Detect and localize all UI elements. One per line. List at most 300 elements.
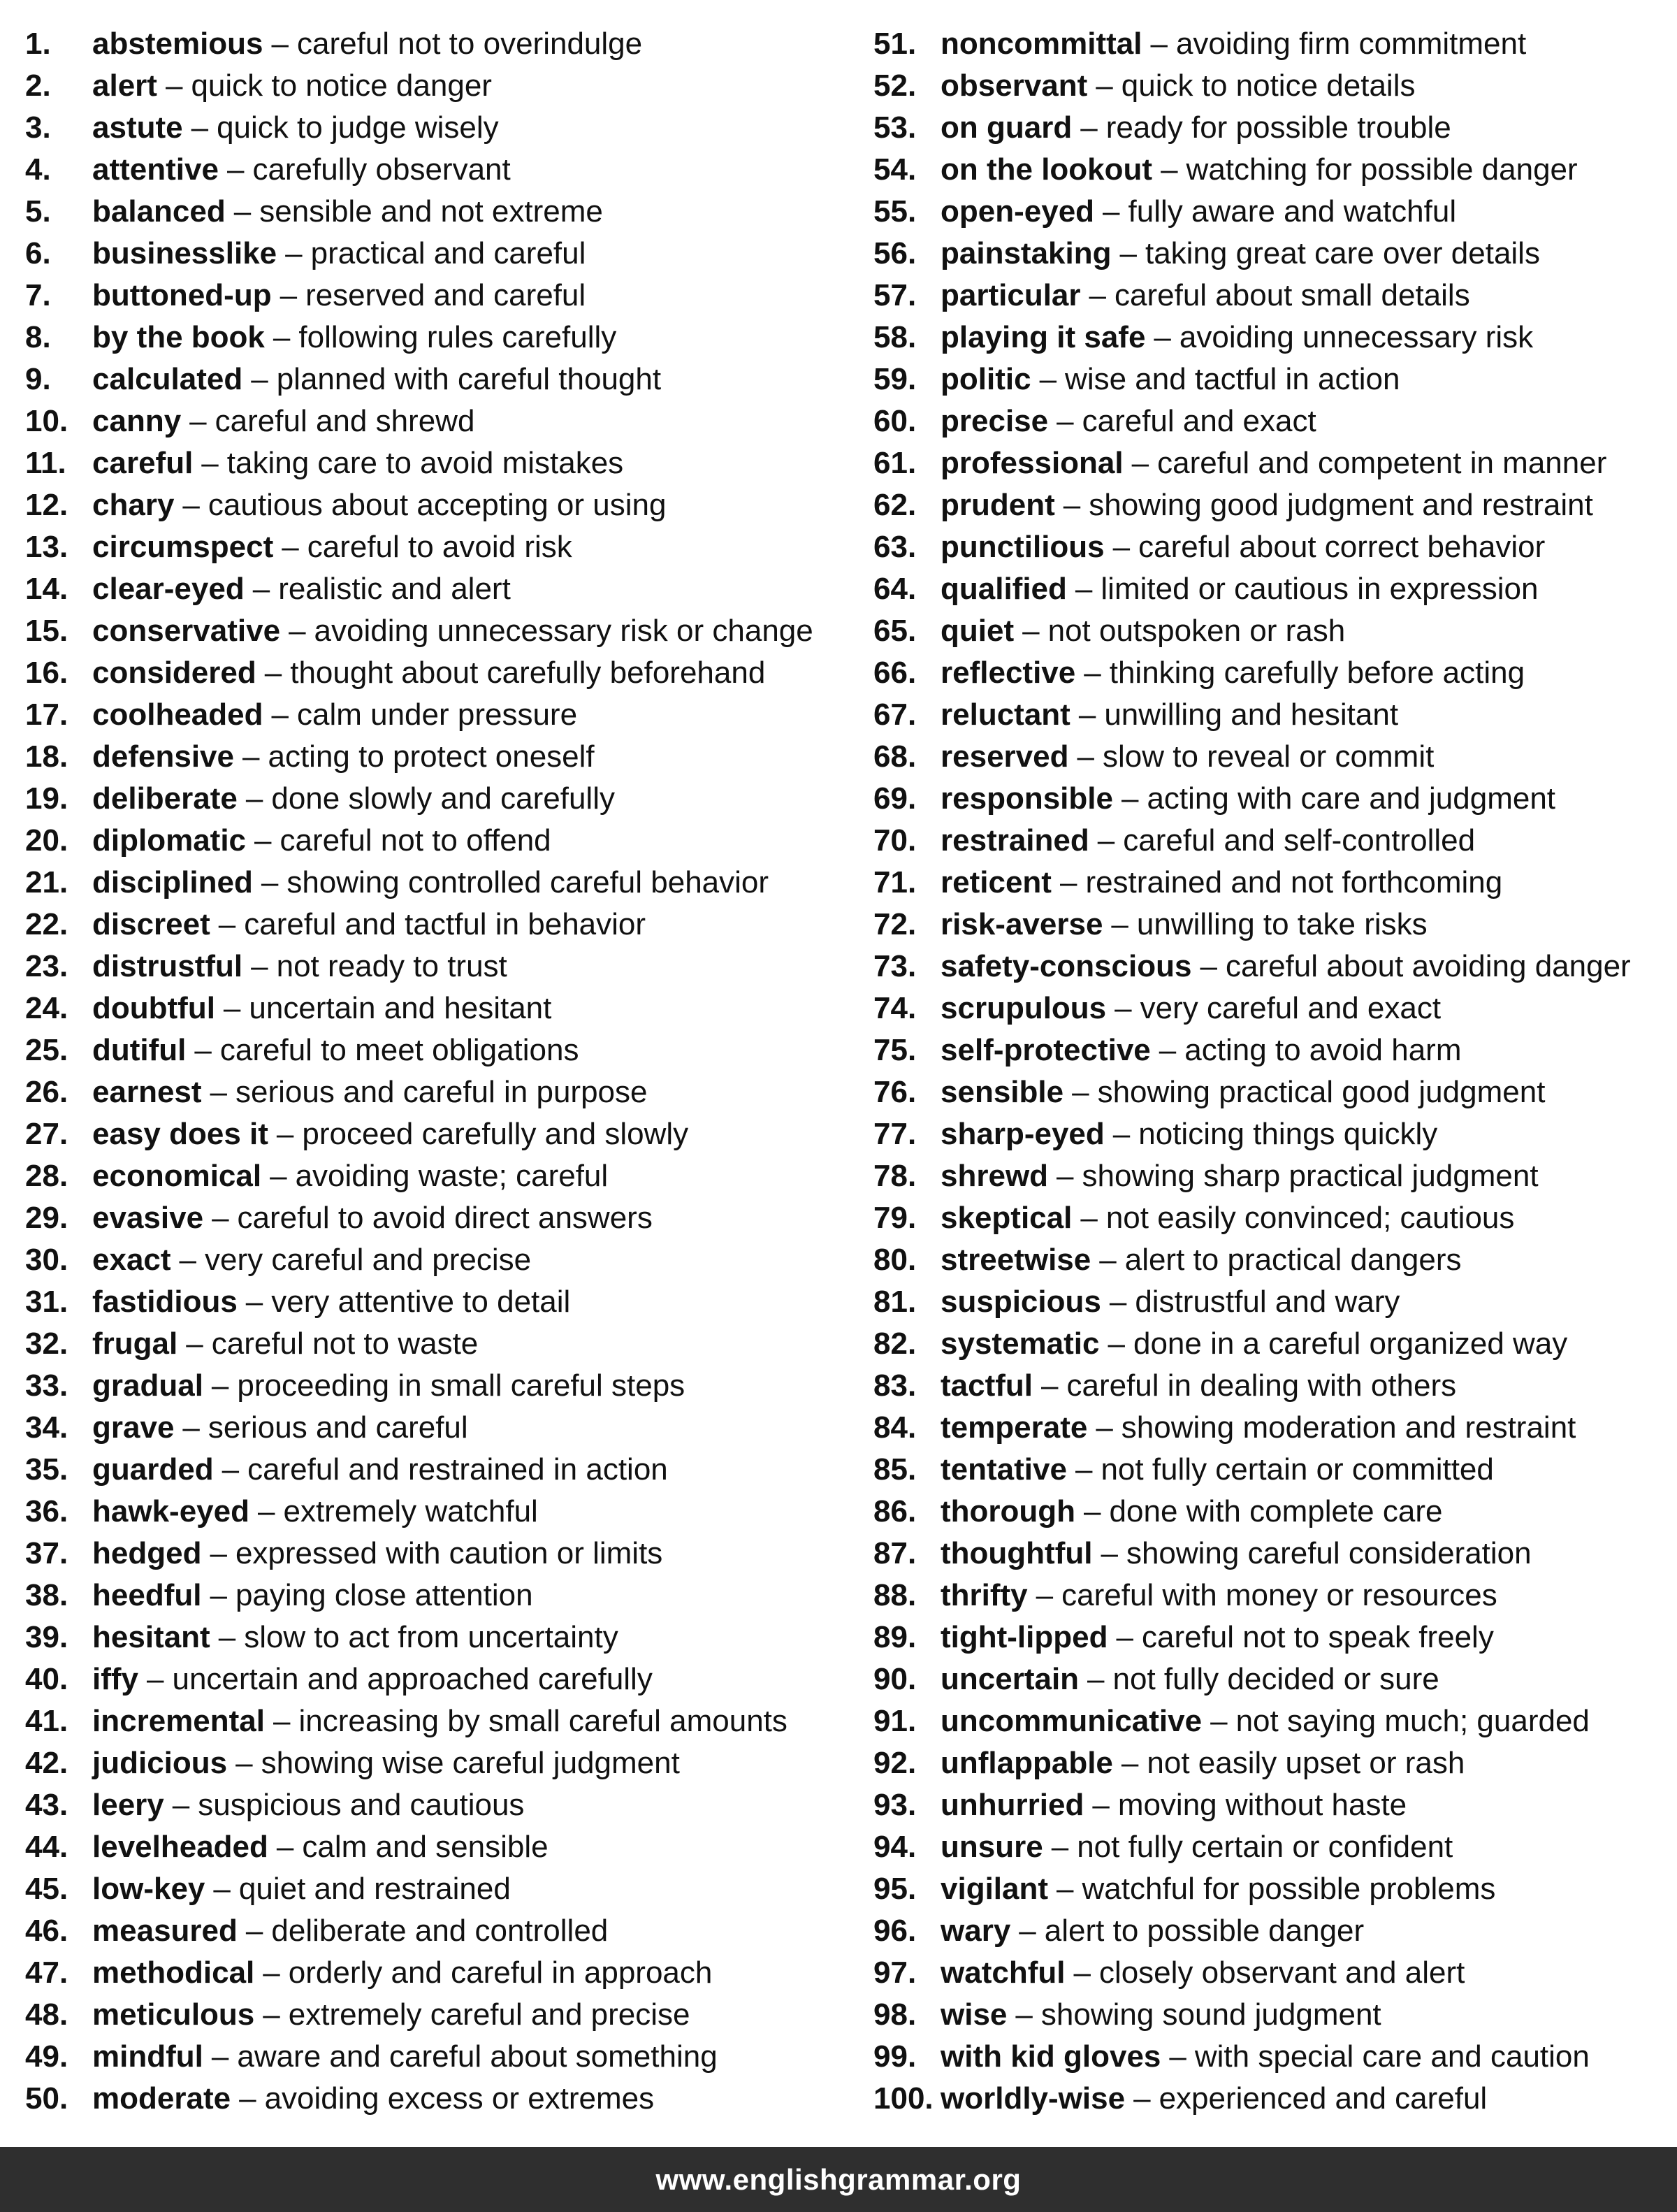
entry-number: 60. [873, 404, 917, 438]
entry-dash: – [263, 1997, 280, 2032]
entry-word: thoughtful [941, 1536, 1093, 1570]
entry-dash: – [1036, 1578, 1054, 1612]
entry-dash: – [1097, 823, 1115, 858]
word-entry [25, 988, 843, 1029]
entry-word: low-key [92, 1872, 205, 1906]
entry-definition: avoiding unnecessary risk or change [314, 614, 813, 648]
word-entry [25, 400, 843, 442]
entry-definition: careful to avoid direct answers [237, 1201, 653, 1235]
word-entry [873, 1197, 1670, 1239]
entry-word: diplomatic [92, 823, 247, 858]
word-list-right-column [873, 23, 1670, 2120]
entry-definition: careful about avoiding danger [1225, 949, 1631, 983]
footer-bar [0, 2147, 1677, 2212]
entry-dash: – [189, 404, 207, 438]
entry-number: 81. [873, 1285, 917, 1319]
entry-dash: – [245, 1914, 263, 1948]
entry-definition: slow to reveal or commit [1102, 739, 1435, 774]
entry-definition: thinking carefully before acting [1109, 656, 1525, 690]
entry-number: 21. [25, 865, 68, 899]
entry-word: vigilant [941, 1872, 1049, 1906]
entry-word: fastidious [92, 1285, 238, 1319]
entry-word: gradual [92, 1368, 203, 1403]
entry-number: 96. [873, 1914, 917, 1948]
entry-word: incremental [92, 1704, 265, 1738]
entry-number: 42. [25, 1746, 68, 1780]
word-entry [873, 1952, 1670, 1994]
entry-number: 63. [873, 530, 917, 564]
entry-definition: experienced and careful [1159, 2081, 1488, 2116]
entry-dash: – [1150, 27, 1168, 61]
entry-word: astute [92, 110, 183, 145]
entry-word: with kid gloves [941, 2039, 1161, 2074]
entry-dash: – [226, 152, 245, 187]
word-entry [25, 1868, 843, 1910]
entry-number: 85. [873, 1452, 917, 1487]
word-entry [873, 317, 1670, 359]
entry-word: grave [92, 1410, 175, 1445]
entry-definition: with special care and caution [1194, 2039, 1590, 2074]
word-entry [25, 1994, 843, 2036]
entry-dash: – [1092, 1788, 1110, 1822]
entry-definition: taking care to avoid mistakes [226, 446, 624, 480]
entry-definition: showing sharp practical judgment [1082, 1159, 1539, 1193]
entry-word: watchful [941, 1956, 1066, 1990]
word-entry [25, 107, 843, 149]
word-entry [873, 1407, 1670, 1449]
entry-number: 11. [25, 446, 66, 480]
word-entry [25, 2078, 843, 2120]
entry-definition: proceed carefully and slowly [302, 1117, 689, 1151]
entry-number: 52. [873, 68, 917, 103]
entry-word: professional [941, 446, 1124, 480]
entry-dash: – [194, 1033, 212, 1067]
entry-number: 76. [873, 1075, 917, 1109]
entry-definition: calm and sensible [302, 1830, 549, 1864]
word-entry [25, 233, 843, 275]
word-entry [873, 1365, 1670, 1407]
entry-dash: – [211, 2039, 229, 2074]
word-entry [25, 1113, 843, 1155]
entry-number: 12. [25, 488, 68, 522]
entry-dash: – [1099, 1243, 1117, 1277]
entry-dash: – [1103, 194, 1120, 229]
word-entry [873, 359, 1670, 400]
entry-number: 25. [25, 1033, 68, 1067]
entry-dash: – [1087, 1662, 1105, 1696]
entry-definition: extremely careful and precise [288, 1997, 690, 2032]
entry-word: thrifty [941, 1578, 1028, 1612]
word-entry [873, 1491, 1670, 1533]
word-entry [873, 107, 1670, 149]
entry-number: 90. [873, 1662, 917, 1696]
word-entry [25, 1784, 843, 1826]
word-entry [873, 484, 1670, 526]
entry-definition: not ready to trust [276, 949, 507, 983]
entry-word: tight-lipped [941, 1620, 1108, 1654]
entry-number: 29. [25, 1201, 68, 1235]
entry-word: dutiful [92, 1033, 187, 1067]
entry-number: 100. [873, 2081, 934, 2116]
entry-definition: avoiding unnecessary risk [1179, 320, 1534, 354]
entry-number: 38. [25, 1578, 68, 1612]
entry-word: wise [941, 1997, 1008, 2032]
entry-word: reluctant [941, 697, 1070, 732]
entry-dash: – [201, 446, 219, 480]
entry-number: 17. [25, 697, 68, 732]
entry-definition: uncertain and hesitant [249, 991, 552, 1025]
word-entry [873, 1994, 1670, 2036]
entry-definition: quick to notice danger [191, 68, 492, 103]
word-entry [873, 1281, 1670, 1323]
entry-dash: – [251, 949, 268, 983]
word-entry [25, 1742, 843, 1784]
entry-number: 69. [873, 781, 917, 816]
entry-number: 36. [25, 1494, 68, 1528]
entry-dash: – [270, 1159, 287, 1193]
entry-word: moderate [92, 2081, 231, 2116]
entry-definition: careful and competent in manner [1157, 446, 1607, 480]
entry-word: frugal [92, 1327, 178, 1361]
word-entry [25, 359, 843, 400]
entry-number: 98. [873, 1997, 917, 2032]
entry-word: by the book [92, 320, 265, 354]
entry-dash: – [1154, 320, 1171, 354]
entry-word: businesslike [92, 236, 277, 270]
entry-word: guarded [92, 1452, 214, 1487]
entry-dash: – [222, 1452, 240, 1487]
entry-number: 68. [873, 739, 917, 774]
entry-word: earnest [92, 1075, 202, 1109]
entry-dash: – [1112, 1117, 1131, 1151]
entry-number: 47. [25, 1956, 68, 1990]
word-entry [25, 1197, 843, 1239]
entry-word: safety-conscious [941, 949, 1192, 983]
entry-word: balanced [92, 194, 226, 229]
word-entry [873, 275, 1670, 317]
word-entry [25, 484, 843, 526]
entry-dash: – [263, 1956, 280, 1990]
entry-number: 41. [25, 1704, 68, 1738]
entry-definition: showing careful consideration [1126, 1536, 1532, 1570]
entry-number: 72. [873, 907, 917, 941]
word-entry [25, 1407, 843, 1449]
entry-number: 80. [873, 1243, 917, 1277]
word-entry [25, 736, 843, 778]
word-entry [25, 317, 843, 359]
entry-dash: – [242, 739, 260, 774]
entry-dash: – [1078, 697, 1096, 732]
entry-definition: avoiding excess or extremes [264, 2081, 655, 2116]
entry-dash: – [1084, 1494, 1101, 1528]
entry-number: 3. [25, 110, 51, 145]
entry-word: worldly-wise [941, 2081, 1126, 2116]
entry-dash: – [1084, 656, 1101, 690]
entry-number: 83. [873, 1368, 917, 1403]
entry-number: 78. [873, 1159, 917, 1193]
entry-definition: cautious about accepting or using [208, 488, 667, 522]
entry-dash: – [1109, 1285, 1127, 1319]
word-entry [873, 862, 1670, 904]
entry-number: 53. [873, 110, 917, 145]
entry-definition: careful in dealing with others [1066, 1368, 1457, 1403]
entry-number: 65. [873, 614, 917, 648]
entry-definition: realistic and alert [278, 572, 511, 606]
entry-word: easy does it [92, 1117, 268, 1151]
entry-number: 84. [873, 1410, 917, 1445]
entry-dash: – [1096, 1410, 1113, 1445]
word-entry [873, 1323, 1670, 1365]
word-entry [873, 946, 1670, 988]
entry-word: observant [941, 68, 1088, 103]
entry-definition: serious and careful [208, 1410, 468, 1445]
entry-word: exact [92, 1243, 171, 1277]
entry-word: temperate [941, 1410, 1088, 1445]
entry-dash: – [1116, 1620, 1133, 1654]
entry-word: streetwise [941, 1243, 1091, 1277]
word-entry [25, 191, 843, 233]
word-entry [25, 442, 843, 484]
entry-word: self-protective [941, 1033, 1151, 1067]
word-entry [873, 2078, 1670, 2120]
entry-dash: – [1041, 1368, 1059, 1403]
entry-dash: – [1057, 1872, 1074, 1906]
entry-dash: – [1161, 152, 1178, 187]
entry-number: 6. [25, 236, 51, 270]
entry-dash: – [1089, 278, 1106, 312]
entry-number: 82. [873, 1327, 917, 1361]
word-entry [873, 442, 1670, 484]
word-entry [873, 610, 1670, 652]
entry-number: 18. [25, 739, 68, 774]
entry-word: restrained [941, 823, 1089, 858]
entry-number: 23. [25, 949, 68, 983]
entry-dash: – [1019, 1914, 1036, 1948]
entry-dash: – [1210, 1704, 1228, 1738]
word-list-left-column [25, 23, 843, 2120]
entry-dash: – [252, 572, 270, 606]
entry-dash: – [271, 697, 289, 732]
entry-word: politic [941, 362, 1031, 396]
entry-dash: – [1111, 907, 1128, 941]
entry-definition: alert to practical dangers [1124, 1243, 1462, 1277]
entry-word: methodical [92, 1956, 255, 1990]
entry-definition: quiet and restrained [238, 1872, 511, 1906]
entry-definition: avoiding waste; careful [295, 1159, 609, 1193]
entry-number: 27. [25, 1117, 68, 1151]
entry-word: uncertain [941, 1662, 1080, 1696]
entry-definition: not fully decided or sure [1112, 1662, 1439, 1696]
entry-dash: – [191, 110, 209, 145]
entry-definition: following rules carefully [298, 320, 617, 354]
word-entry [25, 23, 843, 65]
word-entry [873, 1029, 1670, 1071]
entry-word: hawk-eyed [92, 1494, 249, 1528]
entry-number: 43. [25, 1788, 68, 1822]
entry-number: 32. [25, 1327, 68, 1361]
entry-definition: moving without haste [1117, 1788, 1407, 1822]
word-entry [25, 2036, 843, 2078]
entry-dash: – [1119, 236, 1137, 270]
word-entry [873, 778, 1670, 820]
entry-definition: aware and careful about something [237, 2039, 718, 2074]
entry-dash: – [1101, 1536, 1118, 1570]
entry-dash: – [1075, 1452, 1093, 1487]
word-entry [873, 1533, 1670, 1575]
word-entry [25, 568, 843, 610]
entry-dash: – [210, 1536, 227, 1570]
entry-number: 58. [873, 320, 917, 354]
word-entry [873, 652, 1670, 694]
entry-dash: – [285, 236, 303, 270]
entry-definition: watchful for possible problems [1082, 1872, 1496, 1906]
entry-dash: – [1057, 1159, 1074, 1193]
entry-dash: – [1059, 865, 1077, 899]
entry-number: 55. [873, 194, 917, 229]
entry-definition: careful and shrewd [215, 404, 475, 438]
entry-number: 26. [25, 1075, 68, 1109]
entry-dash: – [1075, 572, 1093, 606]
entry-dash: – [1121, 1746, 1139, 1780]
entry-word: responsible [941, 781, 1113, 816]
word-entry [25, 1658, 843, 1700]
entry-word: qualified [941, 572, 1067, 606]
entry-dash: – [186, 1327, 203, 1361]
entry-number: 5. [25, 194, 51, 229]
entry-word: economical [92, 1159, 262, 1193]
entry-word: conservative [92, 614, 281, 648]
entry-number: 57. [873, 278, 917, 312]
word-entry [25, 1071, 843, 1113]
entry-definition: deliberate and controlled [271, 1914, 609, 1948]
entry-number: 95. [873, 1872, 917, 1906]
entry-word: judicious [92, 1746, 228, 1780]
entry-dash: – [1200, 949, 1217, 983]
entry-dash: – [210, 1075, 228, 1109]
entry-number: 94. [873, 1830, 917, 1864]
entry-word: quiet [941, 614, 1015, 648]
entry-word: unhurried [941, 1788, 1084, 1822]
entry-dash: – [147, 1662, 164, 1696]
entry-word: systematic [941, 1327, 1100, 1361]
entry-definition: showing good judgment and restraint [1089, 488, 1593, 522]
entry-number: 39. [25, 1620, 68, 1654]
word-entry [873, 233, 1670, 275]
entry-word: careful [92, 446, 194, 480]
entry-word: reticent [941, 865, 1052, 899]
entry-number: 75. [873, 1033, 917, 1067]
entry-definition: increasing by small careful amounts [298, 1704, 787, 1738]
word-entry [25, 946, 843, 988]
entry-word: measured [92, 1914, 238, 1948]
entry-dash: – [1108, 1327, 1125, 1361]
entry-number: 4. [25, 152, 51, 187]
entry-definition: uncertain and approached carefully [172, 1662, 653, 1696]
word-entry [25, 1239, 843, 1281]
entry-word: sharp-eyed [941, 1117, 1105, 1151]
entry-dash: – [211, 1368, 229, 1403]
entry-word: levelheaded [92, 1830, 268, 1864]
entry-dash: – [1080, 110, 1098, 145]
entry-number: 79. [873, 1201, 917, 1235]
entry-number: 48. [25, 1997, 68, 2032]
entry-dash: – [1115, 991, 1132, 1025]
entry-word: tactful [941, 1368, 1033, 1403]
entry-word: evasive [92, 1201, 204, 1235]
entry-number: 7. [25, 278, 51, 312]
entry-dash: – [261, 865, 279, 899]
entry-number: 70. [873, 823, 917, 858]
entry-dash: – [245, 781, 263, 816]
entry-dash: – [213, 1872, 231, 1906]
entry-word: shrewd [941, 1159, 1049, 1193]
entry-number: 51. [873, 27, 917, 61]
entry-definition: careful not to waste [211, 1327, 479, 1361]
entry-word: disciplined [92, 865, 253, 899]
entry-number: 20. [25, 823, 68, 858]
entry-dash: – [212, 1201, 229, 1235]
entry-dash: – [239, 2081, 256, 2116]
entry-dash: – [1077, 739, 1094, 774]
entry-number: 74. [873, 991, 917, 1025]
entry-definition: alert to possible danger [1044, 1914, 1365, 1948]
word-entry [25, 610, 843, 652]
entry-definition: careful and restrained in action [247, 1452, 668, 1487]
entry-dash: – [264, 656, 282, 690]
word-entry [25, 275, 843, 317]
entry-number: 24. [25, 991, 68, 1025]
entry-definition: very careful and exact [1140, 991, 1442, 1025]
entry-word: mindful [92, 2039, 203, 2074]
entry-word: coolheaded [92, 697, 263, 732]
entry-definition: careful and tactful in behavior [244, 907, 646, 941]
entry-dash: – [289, 614, 306, 648]
entry-definition: careful about small details [1115, 278, 1470, 312]
entry-dash: – [282, 530, 299, 564]
entry-number: 71. [873, 865, 917, 899]
word-entry [25, 65, 843, 107]
entry-dash: – [179, 1243, 197, 1277]
entry-number: 8. [25, 320, 51, 354]
entry-word: prudent [941, 488, 1055, 522]
entry-definition: sensible and not extreme [259, 194, 603, 229]
entry-number: 33. [25, 1368, 68, 1403]
entry-definition: not fully certain or committed [1101, 1452, 1494, 1487]
footer-website-url[interactable]: www.englishgrammar.org [655, 2162, 1022, 2196]
entry-definition: ready for possible trouble [1105, 110, 1451, 145]
entry-definition: proceeding in small careful steps [237, 1368, 685, 1403]
entry-dash: – [1112, 530, 1131, 564]
word-entry [873, 1910, 1670, 1952]
entry-definition: careful to avoid risk [307, 530, 572, 564]
entry-definition: not fully certain or confident [1077, 1830, 1453, 1864]
entry-dash: – [1096, 68, 1113, 103]
entry-dash: – [276, 1117, 294, 1151]
word-entry [873, 694, 1670, 736]
entry-word: thorough [941, 1494, 1076, 1528]
entry-word: considered [92, 656, 256, 690]
entry-number: 67. [873, 697, 917, 732]
word-entry [873, 2036, 1670, 2078]
entry-word: doubtful [92, 991, 215, 1025]
entry-dash: – [273, 1704, 291, 1738]
entry-number: 13. [25, 530, 68, 564]
entry-definition: watching for possible danger [1186, 152, 1578, 187]
entry-number: 2. [25, 68, 51, 103]
entry-definition: limited or cautious in expression [1101, 572, 1539, 606]
entry-word: sensible [941, 1075, 1064, 1109]
entry-dash: – [235, 1746, 253, 1780]
